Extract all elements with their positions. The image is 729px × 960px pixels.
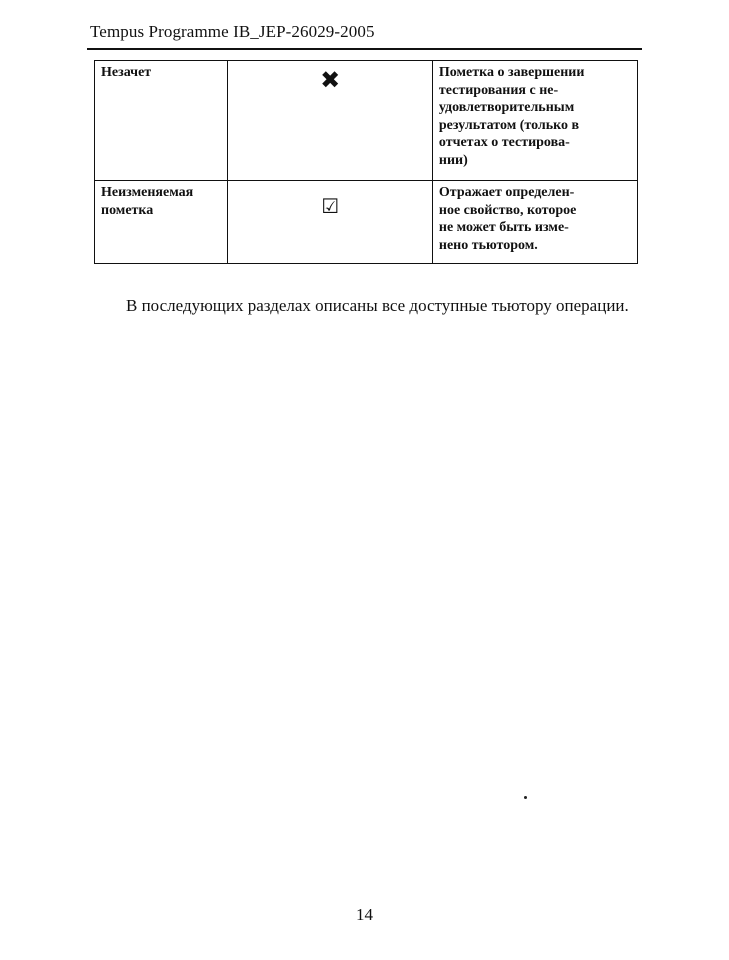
mark-description: Пометка о завершении тестирования с не- удовлетворительным результатом (только в отчетах о тестирова- нии): [432, 61, 637, 181]
page-number: 14: [356, 905, 373, 924]
cross-icon: ✖: [320, 66, 341, 94]
table-row: [95, 181, 638, 264]
print-speck: [524, 796, 527, 799]
header-rule: [87, 48, 642, 50]
table-row: [95, 61, 638, 181]
mark-description: Отражает определен- ное свойство, которое не может быть изме- нено тьютором.: [432, 181, 637, 264]
checked-box-icon: ☑: [321, 194, 340, 218]
mark-icon-cell: [227, 61, 432, 181]
mark-name: Неизменяемая пометка: [95, 181, 228, 264]
running-header: Tempus Programme IB_JEP-26029-2005: [90, 22, 375, 41]
body-paragraph: В последующих разделах описаны все доступные тьютору операции.: [126, 296, 629, 315]
marks-table: [94, 60, 638, 264]
mark-name: Незачет: [95, 61, 228, 181]
mark-icon-cell: [227, 181, 432, 264]
